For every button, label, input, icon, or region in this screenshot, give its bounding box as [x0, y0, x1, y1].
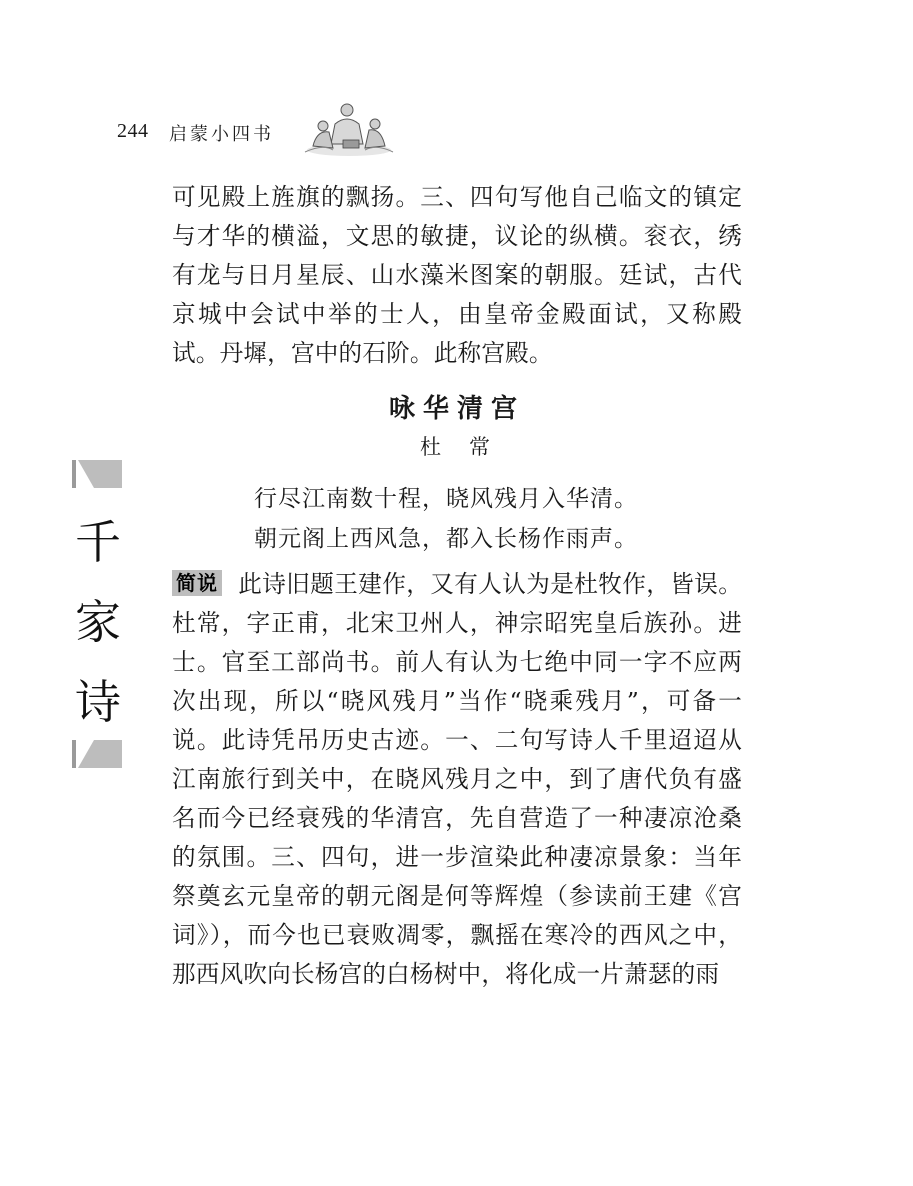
tab-bracket-bottom-icon [72, 740, 122, 768]
continuation-paragraph: 可见殿上旌旗的飘扬。三、四句写他自己临文的镇定与才华的横溢，文思的敏捷，议论的纵横。衮衣，绣有龙与日月星辰、山水藻米图案的朝服。廷试，古代京城中会试中举的士人，由皇帝金殿面试，又称殿试。丹墀，宫中的石阶。此称宫殿。 [172, 183, 742, 367]
page-number: 244 [117, 120, 149, 142]
poem-author: 杜常 [420, 435, 518, 459]
collection-char: 千 [75, 515, 121, 569]
collection-side-tab [72, 460, 124, 770]
commentary-paragraph [172, 565, 742, 994]
poem-line: 行尽江南数十程，晓风残月入华清。 [254, 486, 638, 512]
book-title: 启蒙小四书 [169, 124, 274, 145]
tab-bracket-top-icon [72, 460, 122, 488]
commentary-text: 此诗旧题王建作，又有人认为是杜牧作，皆误。杜常，字正甫，北宋卫州人，神宗昭宪皇后族孙。进士。官至工部尚书。前人有认为七绝中同一字不应两次出现，所以“晓风残月”当作“晓乘残月”，可备一说。此诗凭吊历史古迹。一、二句写诗人千里迢迢从江南旅行到关中，在晓风残月之中，到了唐代负有盛名而今已经衰残的华清宫，先自营造了一种凄凉沧桑的氛围。三、四句，进一步渲染此种凄凉景象：当年祭奠玄元皇帝的朝元阁是何等辉煌（参读前王建《宫词》），而今也已衰败凋零，飘摇在寒冷的西风之中，那西风吹向长杨宫的白杨树中，将化成一片萧瑟的雨 [172, 570, 742, 988]
collection-char: 家 [75, 595, 121, 649]
collection-char: 诗 [75, 675, 121, 729]
page-header [117, 112, 437, 162]
poem-line: 朝元阁上西风急，都入长杨作雨声。 [254, 526, 638, 552]
poem-title: 咏华清宫 [388, 394, 525, 424]
scholars-illustration-icon [303, 100, 395, 158]
poem-body [254, 479, 742, 559]
collection-name-vertical [72, 502, 124, 742]
commentary-label: 简说 [172, 570, 222, 596]
page-body [172, 178, 742, 994]
